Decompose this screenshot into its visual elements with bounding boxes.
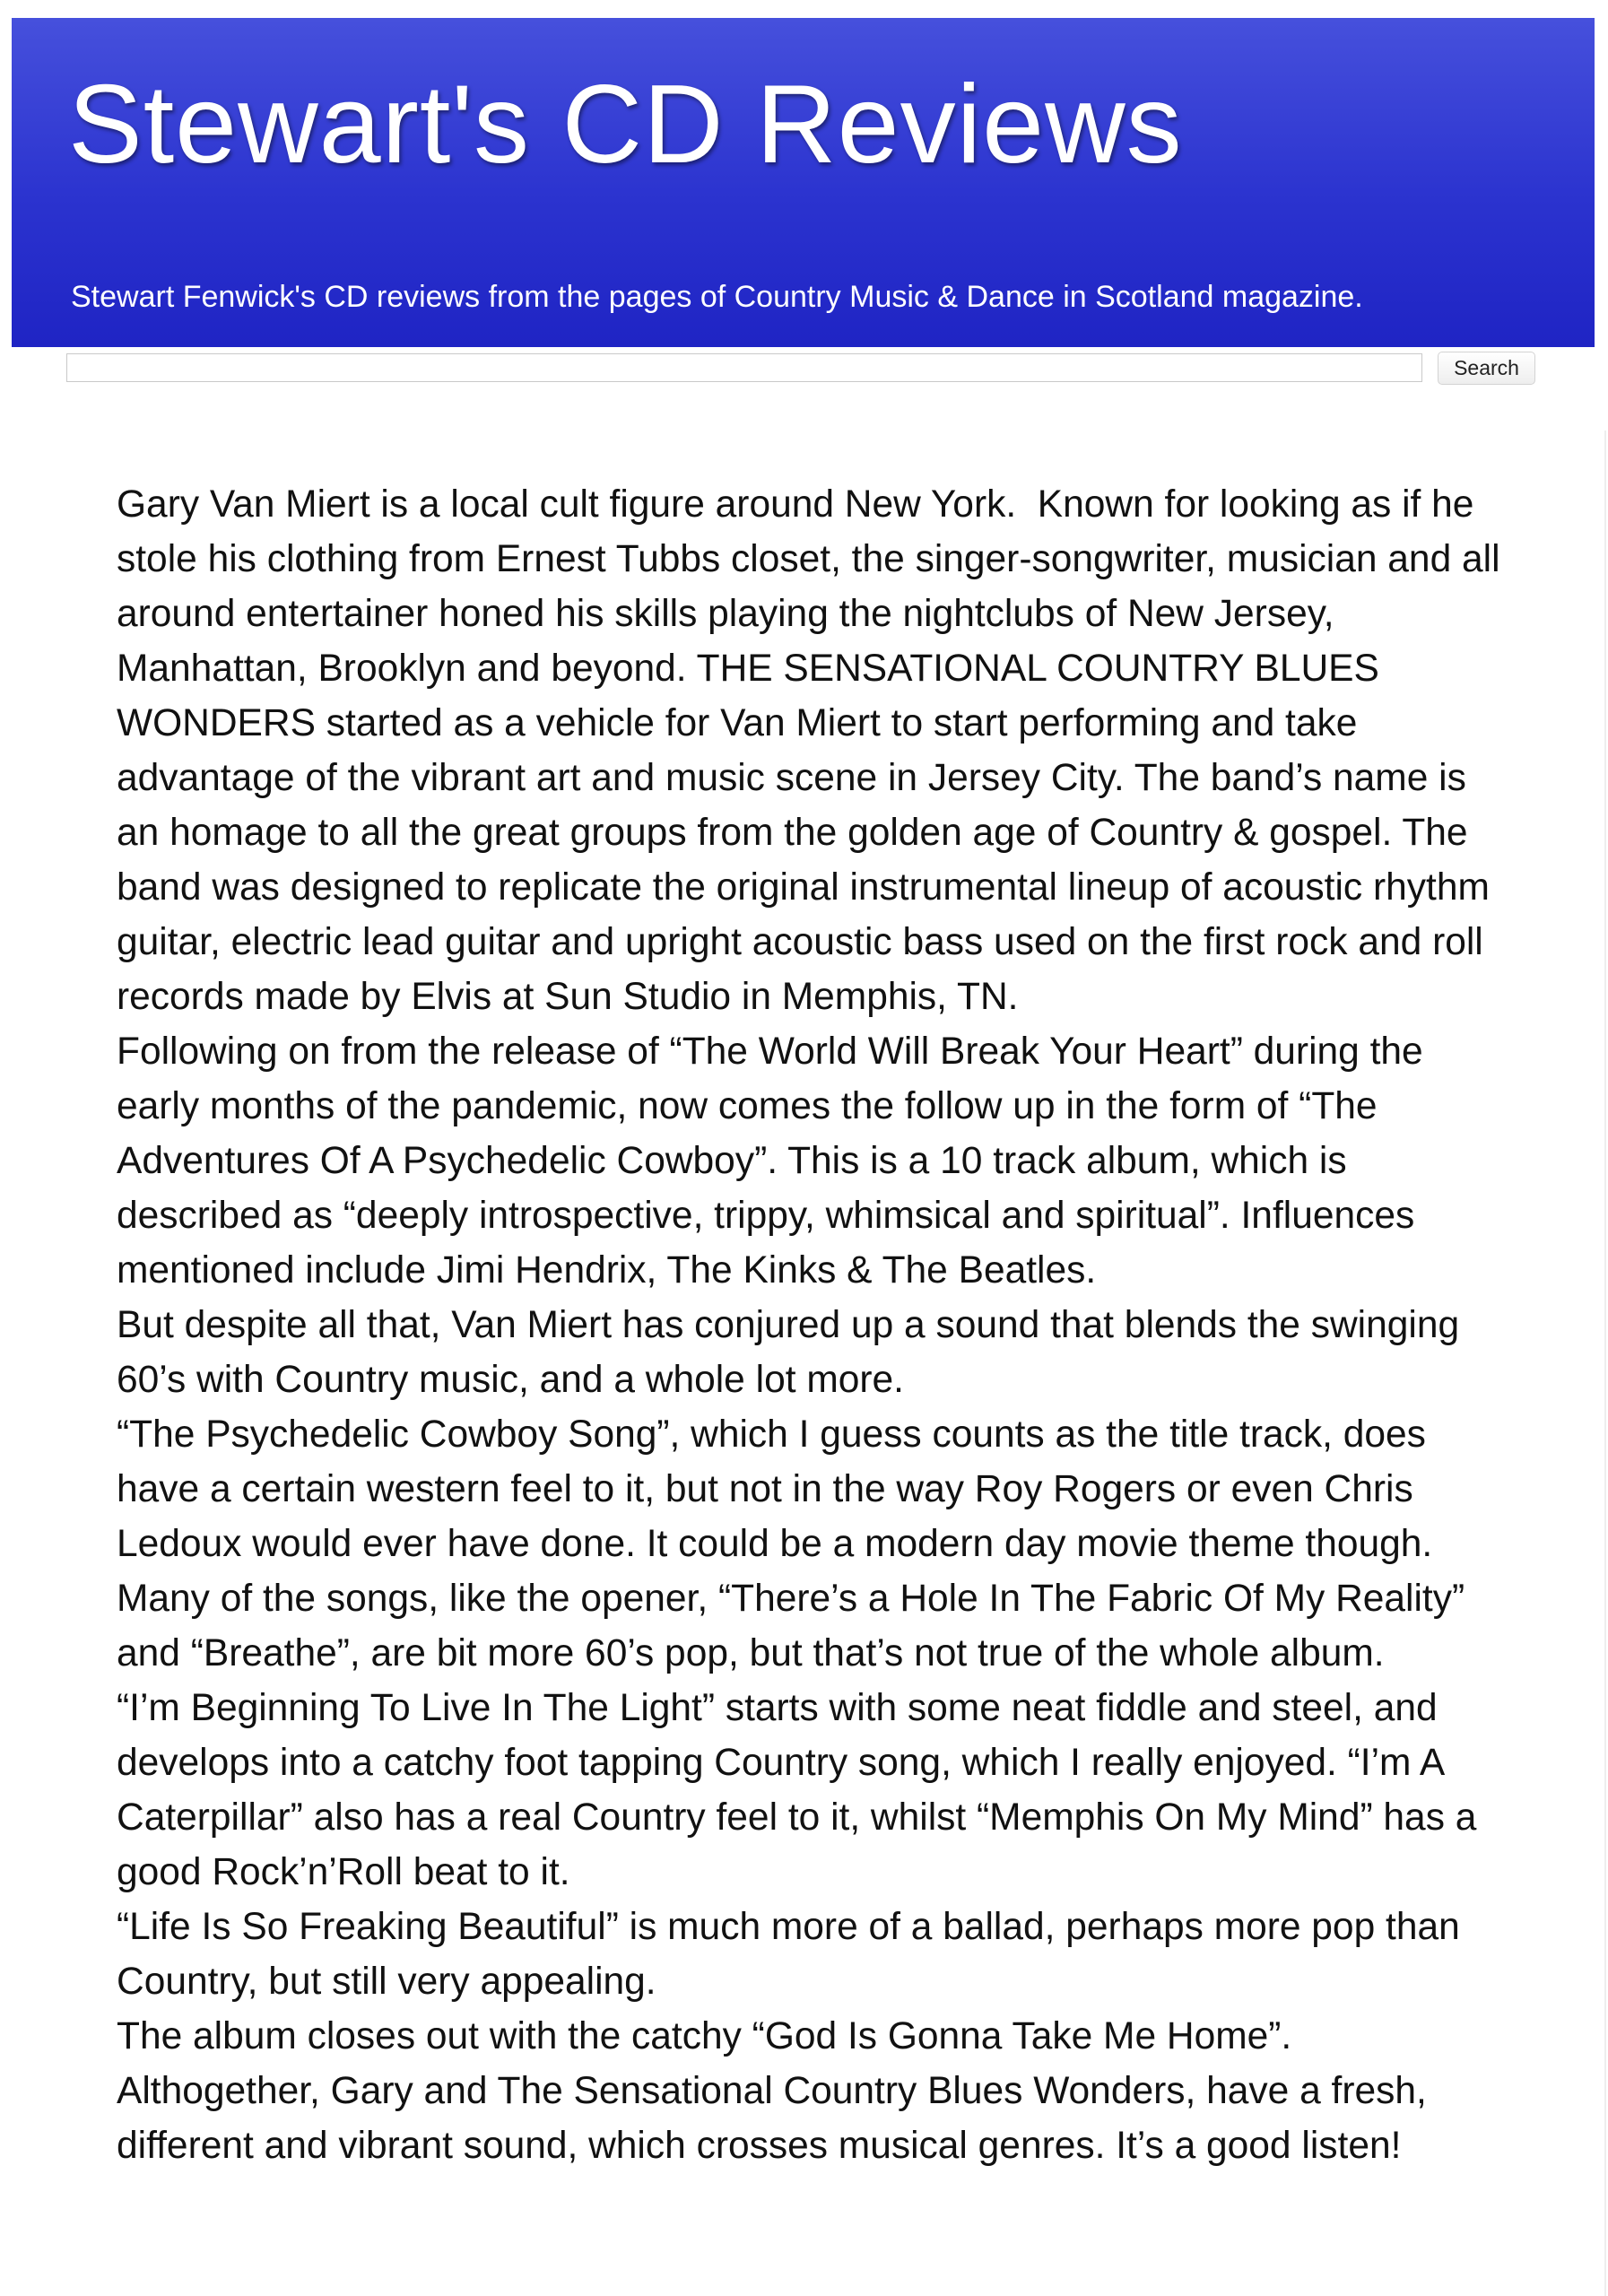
search-input[interactable] [66,353,1422,382]
post-body [117,477,1516,2173]
post-paragraph: Althogether, Gary and The Sensational Country Blues Wonders, have a fresh, different and vibrant sound, which crosses musical genres. It’s a good listen! [117,2070,1427,2167]
search-bar [66,352,1535,386]
search-button[interactable]: Search [1438,352,1535,385]
post-paragraph: Gary Van Miert is a local cult figure around New York. Known for looking as if he stole his clothing from Ernest Tubbs closet, the singer-songwriter, musician and all around entertainer honed his skills playing the nightclubs of New Jersey, Manhattan, Brooklyn and beyond. THE SENSATIONAL COUNTRY BLUES WONDERS started as a vehicle for Van Miert to start performing and take advantage of the vibrant art and music scene in Jersey City. The band’s name is an homage to all the great groups from the golden age of Country & gospel. The band was designed to replicate the original instrumental lineup of acoustic rhythm guitar, electric lead guitar and upright acoustic bass used on the first rock and roll records made by Elvis at Sun Studio in Memphis, TN. [117,483,1500,1018]
post-paragraph: Following on from the release of “The World Will Break Your Heart” during the early months of the pandemic, now comes the follow up in the form of “The Adventures Of A Psychedelic Cowboy”. This is a 10 track album, which is described as “deeply introspective, trippy, whimsical and spiritual”. Influences mentioned include Jimi Hendrix, The Kinks & The Beatles. [117,1031,1423,1292]
post-paragraph: Many of the songs, like the opener, “There’s a Hole In The Fabric Of My Reality” and “Breathe”, are bit more 60’s pop, but that’s not true of the whole album. [117,1578,1465,1674]
site-description: Stewart Fenwick's CD reviews from the pages of Country Music & Dance in Scotland magazine. [71,280,1363,314]
site-title[interactable]: Stewart's CD Reviews [68,63,1183,187]
post-paragraph: “Life Is So Freaking Beautiful” is much more of a ballad, perhaps more pop than Country, but still very appealing. [117,1906,1460,2003]
blog-header [12,18,1595,347]
post-paragraph: But despite all that, Van Miert has conjured up a sound that blends the swinging 60’s with Country music, and a whole lot more. [117,1304,1460,1401]
content-divider [1604,430,1606,2296]
post-paragraph: “The Psychedelic Cowboy Song”, which I guess counts as the title track, does have a certain western feel to it, but not in the way Roy Rogers or even Chris Ledoux would ever have done. It could be a modern day movie theme though. [117,1413,1433,1565]
post-paragraph: “I’m Beginning To Live In The Light” starts with some neat fiddle and steel, and develops into a catchy foot tapping Country song, which I really enjoyed. “I’m A Caterpillar” also has a real Country feel to it, whilst “Memphis On My Mind” has a good Rock’n’Roll beat to it. [117,1687,1477,1893]
post-paragraph: The album closes out with the catchy “God Is Gonna Take Me Home”. [117,2015,1292,2057]
